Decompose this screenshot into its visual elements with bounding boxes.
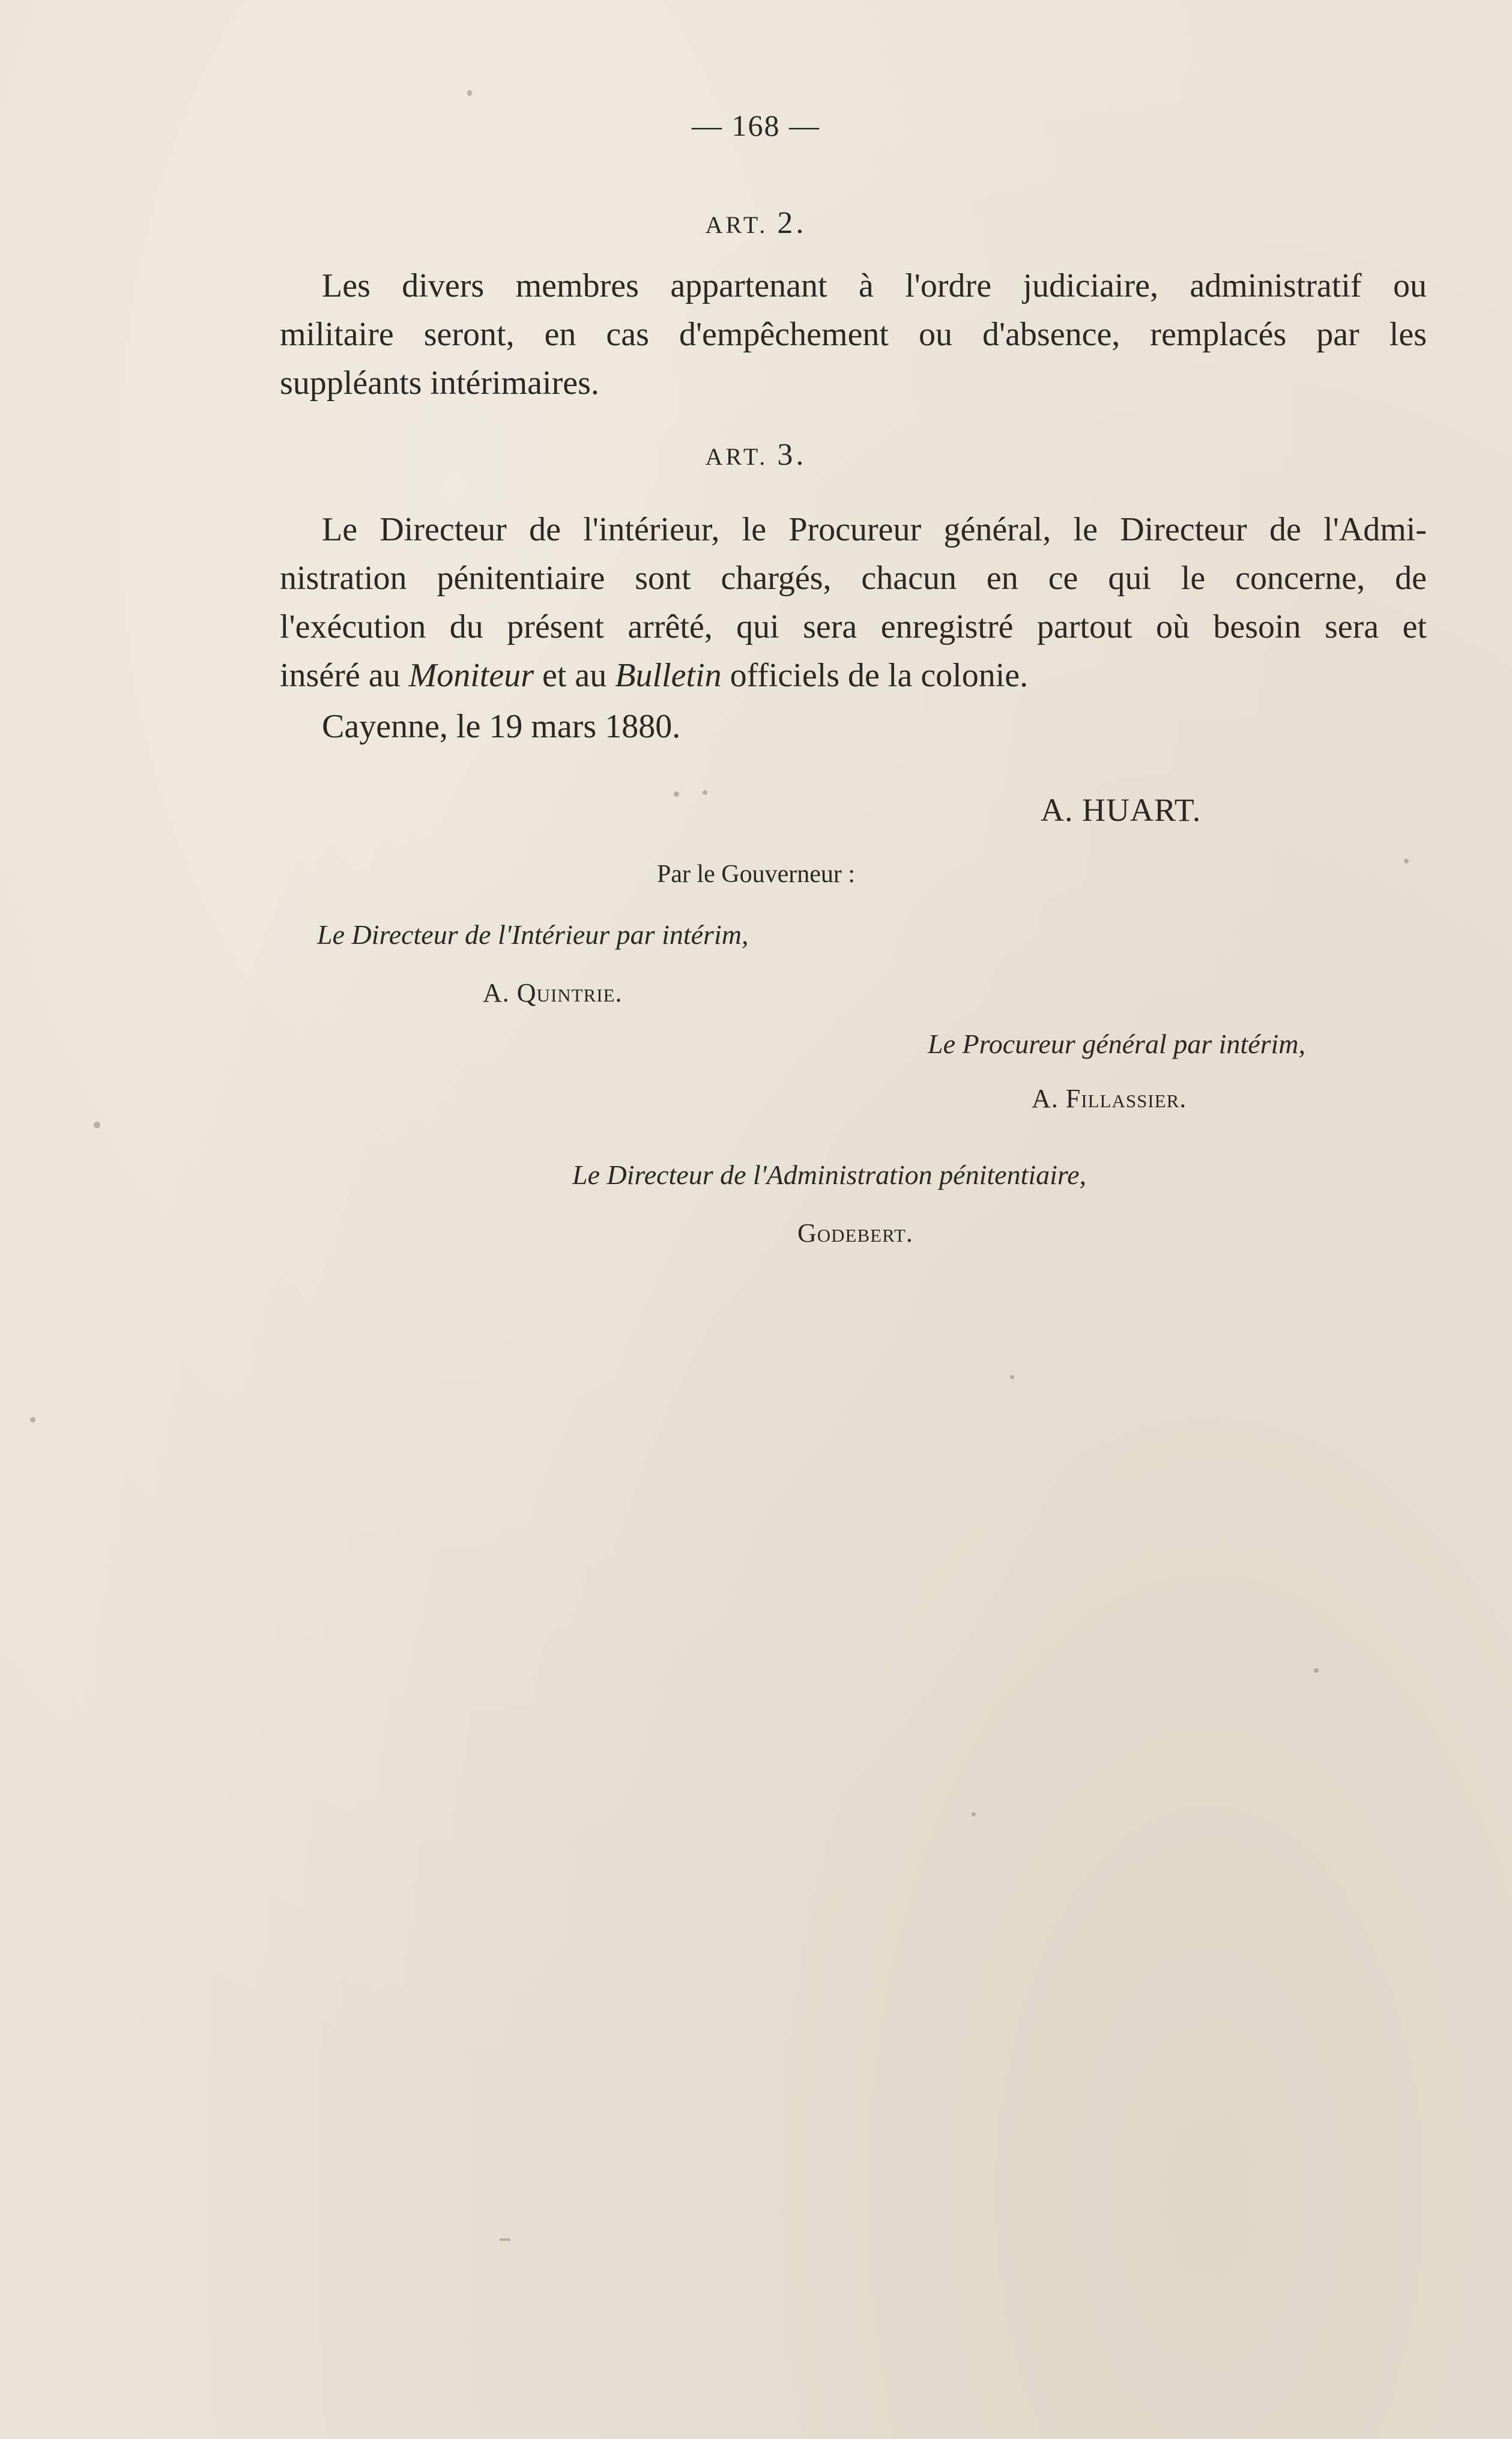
moniteur-title: Moniteur xyxy=(408,657,534,694)
paragraph-line xyxy=(280,651,1427,700)
governor-signature: A. HUART. xyxy=(1041,792,1202,828)
paragraph-line: militaire seront, en cas d'empêchement ou d'absence, remplacés par les xyxy=(280,316,1427,353)
paper-speck xyxy=(467,90,472,96)
director-administration-title: Le Directeur de l'Administration pénitentiaire, xyxy=(572,1159,1087,1190)
paper-speck xyxy=(94,1122,100,1128)
paper-speck xyxy=(1404,859,1409,863)
text-run: officiels de la colonie. xyxy=(721,657,1029,694)
paper-speck xyxy=(703,790,707,795)
article-3-heading xyxy=(0,437,1512,473)
date-line: Cayenne, le 19 mars 1880. xyxy=(322,708,681,745)
paper-speck xyxy=(674,791,679,797)
paper-speck xyxy=(30,1417,35,1422)
article-number: 2. xyxy=(777,206,807,240)
paragraph-line: l'exécution du présent arrêté, qui sera enregistré partout où besoin sera et xyxy=(280,608,1427,645)
article-number: 3. xyxy=(777,438,807,472)
article-label: ART. xyxy=(705,443,769,470)
paper-speck xyxy=(1314,1668,1319,1673)
paragraph-line: Le Directeur de l'intérieur, le Procureur général, le Directeur de l'Admi- xyxy=(322,511,1427,548)
article-2-paragraph xyxy=(280,262,1427,408)
text-run: inséré au xyxy=(280,657,409,694)
procureur-name: A. Fillassier. xyxy=(1032,1084,1187,1113)
director-administration-name: Godebert. xyxy=(797,1218,913,1248)
director-interior-title: Le Directeur de l'Intérieur par intérim, xyxy=(317,919,749,950)
paragraph-line: suppléants intérimaires. xyxy=(280,364,599,402)
article-2-heading xyxy=(0,205,1512,241)
paper-speck xyxy=(972,1812,976,1816)
text-run: et au xyxy=(534,657,615,694)
bulletin-title: Bulletin xyxy=(615,657,722,694)
page-number: — 168 — xyxy=(692,109,820,142)
paragraph-line: Les divers membres appartenant à l'ordre judiciaire, administratif ou xyxy=(322,267,1427,304)
procureur-title: Le Procureur général par intérim, xyxy=(928,1029,1306,1059)
article-label: ART. xyxy=(705,211,769,238)
article-3-paragraph xyxy=(280,506,1427,700)
paper-speck xyxy=(500,2238,510,2241)
paragraph-line: nistration pénitentiaire sont chargés, chacun en ce qui le concerne, de xyxy=(280,560,1427,597)
par-le-gouverneur: Par le Gouverneur : xyxy=(656,860,856,888)
director-interior-name: A. Quintrie. xyxy=(483,978,623,1008)
paper-speck xyxy=(1010,1375,1014,1379)
